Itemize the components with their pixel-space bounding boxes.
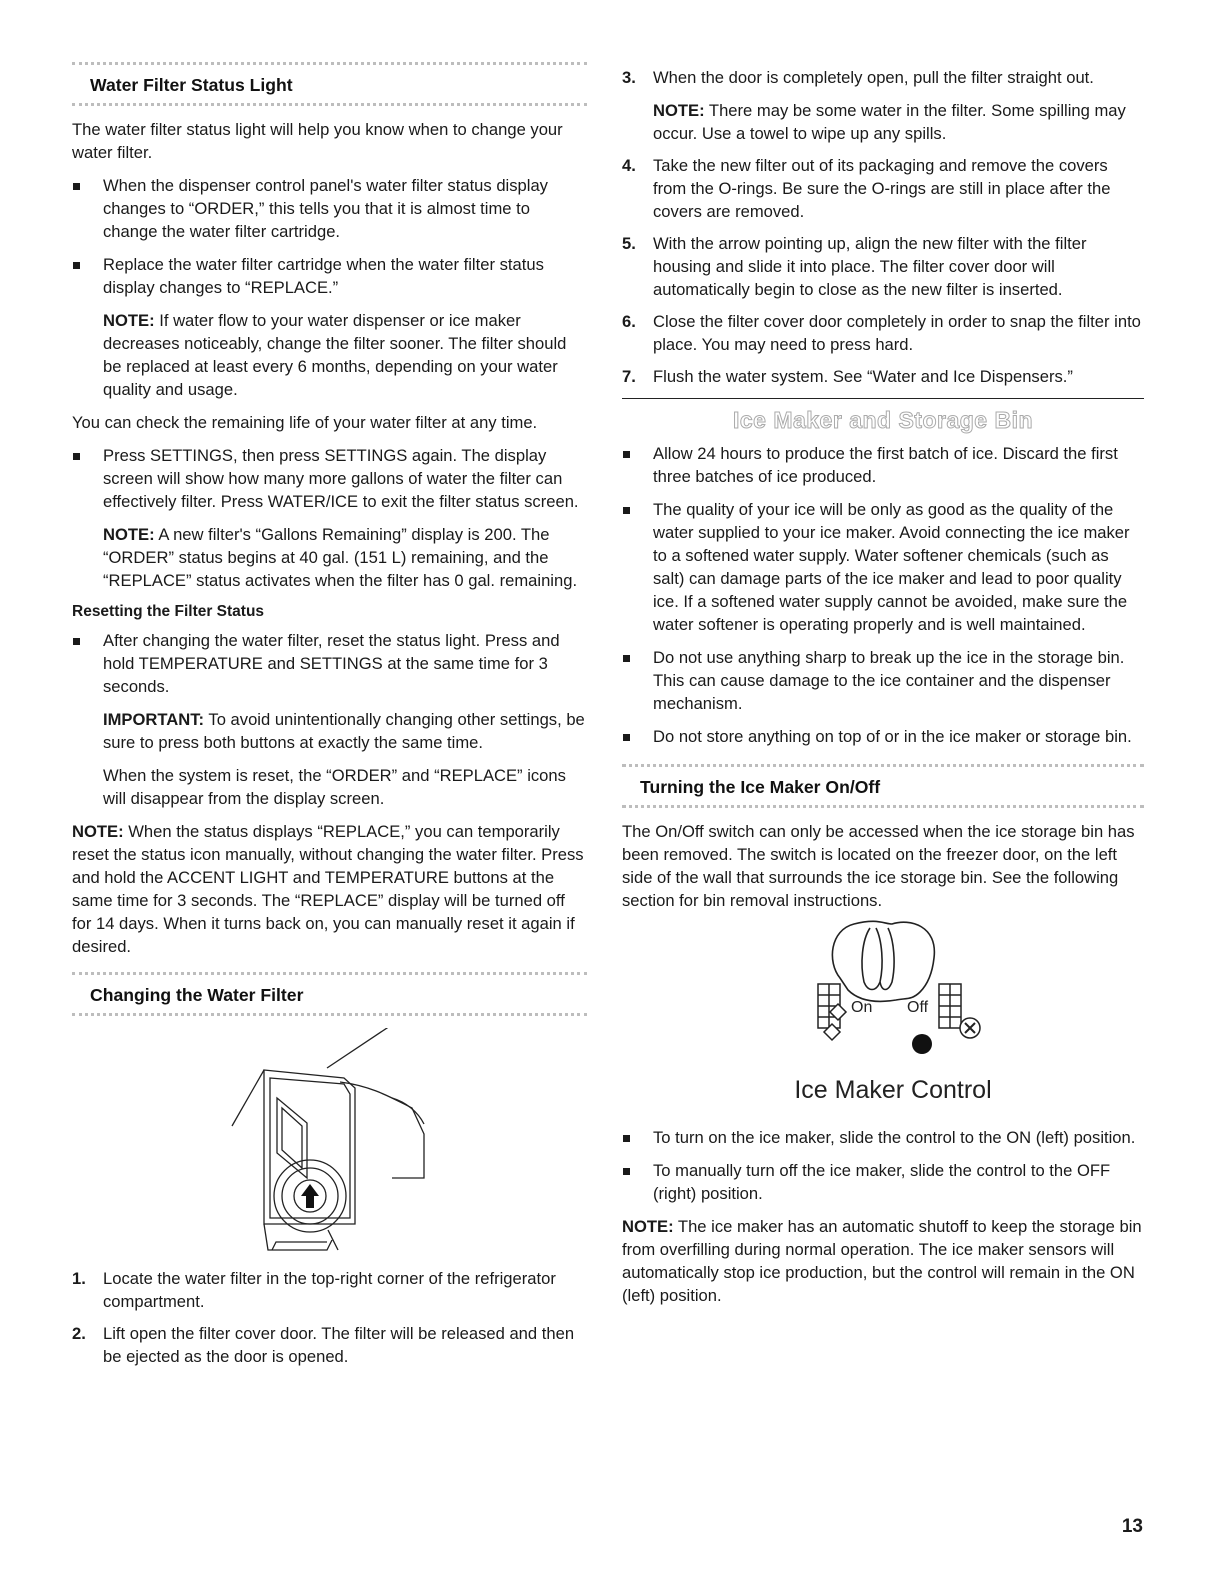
figure-caption: Ice Maker Control — [794, 1076, 992, 1104]
step-number: 3. — [622, 68, 636, 87]
note-text: A new filter's “Gallons Remaining” display is 200. The “ORDER” status begins at 40 gal. (151 L) remaining, and the “REPLACE” status activates when the filter has 0 gal. remaining. — [103, 525, 578, 590]
page-number: 13 — [1121, 1516, 1143, 1537]
bullet-ice-sharp: Do not use anything sharp to break up the ice in the storage bin. This can cause damage to the ice container and the dispenser mechanism. — [622, 646, 1144, 715]
step-3-note — [622, 99, 1144, 145]
note-label: NOTE: — [622, 1217, 674, 1236]
step-number: 1. — [72, 1269, 86, 1288]
section-heading-ice-maker-on-off: Turning the Ice Maker On/Off — [622, 764, 1144, 808]
step-number: 2. — [72, 1324, 86, 1343]
note-text: There may be some water in the filter. Some spilling may occur. Use a towel to wipe up any spills. — [653, 101, 1126, 143]
section-title-ice-maker-storage-bin: Ice Maker and Storage Bin — [732, 407, 1034, 433]
bullet-ice-store: Do not store anything on top of or in the ice maker or storage bin. — [622, 725, 1144, 748]
bullet-ice-quality: The quality of your ice will be only as good as the quality of the water supplied to your ice maker. Avoid connecting the ice maker to a softened water supply. Water softener chemicals (such as salt) can damage parts of the ice maker and lead to poor quality ice. If a softened water supply cannot be avoided, make sure the water softener is operating properly and is well maintained. — [622, 498, 1144, 636]
left-column — [72, 62, 587, 1368]
check-life-paragraph: You can check the remaining life of your water filter at any time. — [72, 413, 538, 432]
step-text: Take the new filter out of its packaging and remove the covers from the O-rings. Be sure the O-rings are still in place after the covers are removed. — [653, 156, 1111, 221]
ice-maker-control-drawing — [622, 920, 1144, 1124]
status-light-intro: The water filter status light will help you know when to change your water filter. — [72, 120, 563, 162]
note-text: The ice maker has an automatic shutoff to keep the storage bin from overfilling during normal operation. The ice maker sensors will automatically stop ice production, but the control will remain in the ON (left) position. — [622, 1217, 1142, 1305]
bullet-replace: Replace the water filter cartridge when the water filter status display changes to “REPLACE.” — [72, 253, 587, 299]
subheading-reset-filter-status: Resetting the Filter Status — [72, 603, 265, 620]
step-text: Locate the water filter in the top-right corner of the refrigerator compartment. — [103, 1269, 556, 1311]
section-divider — [622, 398, 1144, 399]
step-number: 6. — [622, 312, 636, 331]
note-label: NOTE: — [103, 311, 155, 330]
step-number: 7. — [622, 367, 636, 386]
bullet-reset: After changing the water filter, reset the status light. Press and hold TEMPERATURE and SETTINGS at the same time for 3 seconds. — [72, 629, 587, 698]
filter-housing-illustration — [72, 1028, 587, 1258]
step-text: Close the filter cover door completely in order to snap the filter into place. You may need to press hard. — [653, 312, 1141, 354]
switch-label-on: On — [851, 999, 873, 1016]
ice-maker-control-figure — [622, 920, 1144, 1124]
step-2 — [72, 1322, 587, 1368]
step-7 — [622, 365, 1144, 388]
note-label: NOTE: — [72, 822, 124, 841]
step-1 — [72, 1267, 587, 1313]
filter-housing-drawing — [72, 1028, 587, 1258]
important-text: To avoid unintentionally changing other settings, be sure to press both buttons at exactly the same time. — [103, 710, 585, 752]
reset-result: When the system is reset, the “ORDER” and “REPLACE” icons will disappear from the display screen. — [103, 766, 566, 808]
step-number: 5. — [622, 234, 636, 253]
bullet-settings: Press SETTINGS, then press SETTINGS again. The display screen will show how many more gallons of water the filter can effectively filter. Press WATER/ICE to exit the filter status screen. — [72, 444, 587, 513]
note-gallons — [72, 523, 587, 592]
important-label: IMPORTANT: — [103, 710, 205, 729]
on-off-intro: The On/Off switch can only be accessed when the ice storage bin has been removed. The switch is located on the freezer door, on the left side of the wall that surrounds the ice storage bin. See the following section for bin removal instructions. — [622, 822, 1135, 910]
section-heading-changing-filter: Changing the Water Filter — [72, 972, 587, 1016]
step-4 — [622, 154, 1144, 223]
switch-label-off: Off — [907, 999, 929, 1016]
step-5 — [622, 232, 1144, 301]
bullet-ice-24-hours: Allow 24 hours to produce the first batch of ice. Discard the first three batches of ice produced. — [622, 442, 1144, 488]
important-note — [72, 708, 587, 754]
bullet-order: When the dispenser control panel's water filter status display changes to “ORDER,” this tells you that it is almost time to change the water filter cartridge. — [72, 174, 587, 243]
right-column — [622, 66, 1144, 1307]
section-heading-status-light: Water Filter Status Light — [72, 62, 587, 106]
note-text: If water flow to your water dispenser or ice maker decreases noticeably, change the filter sooner. The filter should be replaced at least every 6 months, depending on your water quality and usage. — [103, 311, 567, 399]
note-label: NOTE: — [103, 525, 155, 544]
changing-filter-steps — [72, 1267, 587, 1368]
step-text: Flush the water system. See “Water and Ice Dispensers.” — [653, 367, 1073, 386]
note-water-flow — [72, 309, 587, 401]
step-number: 4. — [622, 156, 636, 175]
bullet-turn-off: To manually turn off the ice maker, slide the control to the OFF (right) position. — [622, 1159, 1144, 1205]
step-3 — [622, 66, 1144, 89]
step-6 — [622, 310, 1144, 356]
note-temporary-reset — [72, 820, 587, 958]
note-text: When the status displays “REPLACE,” you can temporarily reset the status icon manually, without changing the water filter. Press and hold the ACCENT LIGHT and TEMPERATURE buttons at the same time for 3 seconds. The “REPLACE” display will be turned off for 14 days. When it turns back on, you can manually reset it again if desired. — [72, 822, 584, 956]
step-text: With the arrow pointing up, align the new filter with the filter housing and slide it into place. The filter cover door will automatically begin to close as the new filter is inserted. — [653, 234, 1087, 299]
step-text: Lift open the filter cover door. The filter will be released and then be ejected as the door is opened. — [103, 1324, 575, 1366]
step-text: When the door is completely open, pull the filter straight out. — [653, 68, 1094, 87]
bullet-turn-on: To turn on the ice maker, slide the control to the ON (left) position. — [622, 1126, 1144, 1149]
note-label: NOTE: — [653, 101, 705, 120]
note-auto-shutoff — [622, 1215, 1144, 1307]
